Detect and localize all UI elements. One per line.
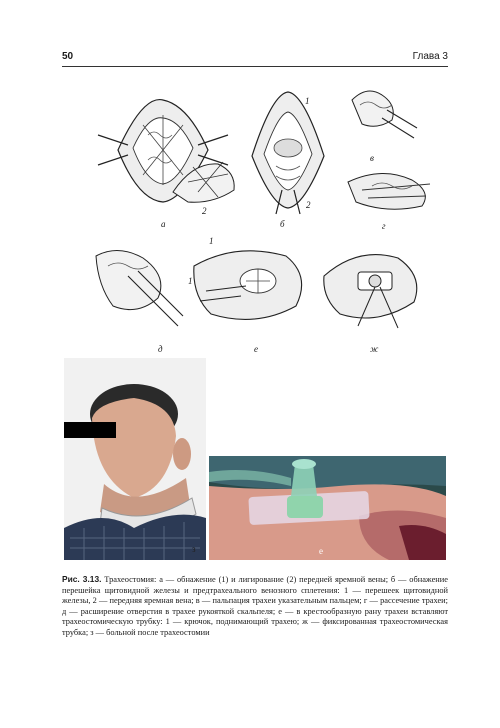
patient-photo: [64, 358, 206, 560]
label-g: г: [382, 221, 386, 231]
caption-label: Рис. 3.13.: [62, 574, 102, 584]
illustration-d: [88, 236, 188, 336]
figure-caption: [62, 574, 448, 638]
label-zh: ж: [370, 344, 379, 354]
photo-label-z: з: [192, 544, 196, 554]
illustration-v: [342, 80, 422, 152]
label-v: в: [370, 153, 374, 163]
illustration-a-inset: [168, 152, 240, 210]
photo-label-e: е: [319, 546, 323, 556]
label-b-1: 1: [305, 96, 310, 106]
page-number: 50: [62, 51, 74, 62]
illustration-b: [242, 86, 334, 216]
label-a-2: 2: [202, 206, 207, 216]
illustration-g: [342, 162, 438, 218]
illustration-e: [186, 236, 316, 336]
page-header: [62, 50, 448, 67]
label-d: д: [158, 344, 163, 354]
label-b-2: 2: [306, 200, 311, 210]
label-e: е: [254, 344, 258, 354]
illustration-zh: [318, 236, 428, 336]
label-e-1b: 1: [188, 276, 193, 286]
chapter-title: Глава 3: [412, 51, 448, 62]
label-e-1: 1: [209, 236, 214, 246]
censor-bar: [64, 422, 116, 438]
caption-text: Трахеостомия: а — обнажение (1) и лигирование (2) передней яремной вены; б — обнажение перешейка щитовидной железы и предтрахеального венозного сплетения: 1 — перешеек щитовидной железы, 2 — передняя яремная вена; в — пальпация трахеи указательным пальцем; г — рассечение трахеи; д — расширение отверстия в трахее рукояткой скальпеля; е — в крестообразную рану трахеи вставляют трахеостомическую трубку: 1 — крючок, поднимающий трахею; ж — фиксированная трахеостомическая трубка; з — больной после трахеостомии: [62, 575, 448, 637]
label-b: б: [280, 219, 285, 229]
surgery-photo: [209, 456, 446, 560]
label-a: а: [161, 219, 166, 229]
